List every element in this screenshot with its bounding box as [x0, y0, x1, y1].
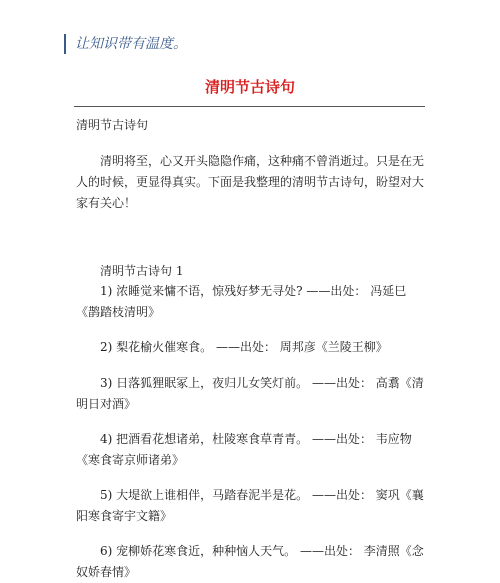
poem-line-1: 1) 浓睡觉来慵不语，惊残好梦无寻处? ——出处： 冯延巳《鹊踏枝清明》 — [76, 284, 407, 319]
document-subtitle: 清明节古诗句 — [76, 118, 149, 132]
title-divider — [74, 106, 425, 107]
poem-line-4: 4) 把酒看花想诸弟，杜陵寒食草青青。 ——出处： 韦应物《寒食寄京师诸弟》 — [76, 432, 412, 467]
poem-line-3: 3) 日落狐狸眠冢上，夜归儿女笑灯前。 ——出处： 高翥《清明日对酒》 — [76, 376, 424, 411]
site-tagline: 让知识带有温度。 — [64, 34, 187, 54]
section-heading: 清明节古诗句 1 — [100, 264, 184, 278]
document-title: 清明节古诗句 — [204, 78, 295, 96]
poem-line-6: 6) 宠柳娇花寒食近，种种恼人天气。 ——出处： 李清照《念奴娇春情》 — [76, 544, 424, 579]
poem-line-2: 2) 梨花榆火催寒食。 ——出处： 周邦彦《兰陵王柳》 — [100, 340, 388, 354]
poem-line-5: 5) 大堤欲上谁相伴，马踏春泥半是花。 ——出处： 窦巩《襄阳寒食寄宇文籍》 — [76, 488, 424, 523]
intro-paragraph: 清明将至，心又开头隐隐作痛，这种痛不曾消逝过。只是在无人的时候，更显得真实。下面是我整理的清明节古诗句，盼望对大家有关心！ — [76, 154, 425, 210]
